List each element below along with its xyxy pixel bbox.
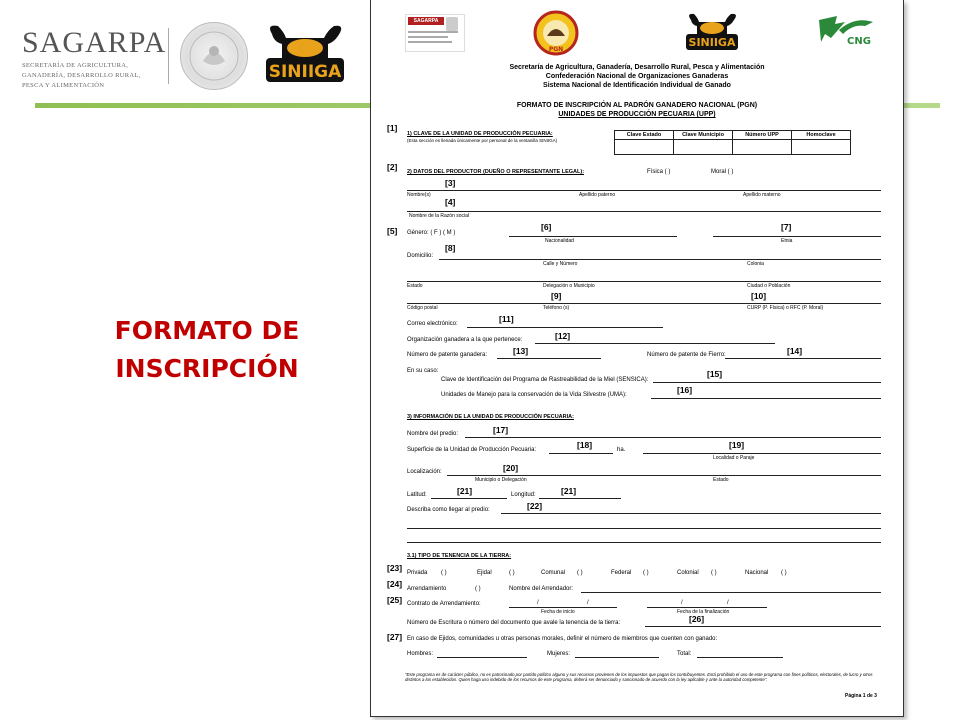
marker-7: [7] <box>781 222 792 232</box>
page-number: Página 1 de 3 <box>845 693 877 699</box>
moral-option[interactable]: Moral ( ) <box>711 169 734 175</box>
cp-line[interactable] <box>407 303 881 304</box>
domicilio-line[interactable] <box>439 259 881 260</box>
fierro-label: Número de patente de Fierro: <box>647 352 726 358</box>
marker-26: [26] <box>689 614 705 624</box>
arrendador-label: Nombre del Arrendador: <box>509 586 574 592</box>
longitud-label: Longitud: <box>511 492 536 498</box>
sensica-line[interactable] <box>653 382 881 383</box>
patente-line[interactable] <box>497 358 601 359</box>
sagarpa-line-2: GANADERÍA, DESARROLLO RURAL, <box>22 72 141 79</box>
en-su-caso-label: En su caso: <box>407 368 439 374</box>
upp-header-municipio: Clave Municipio <box>674 131 733 140</box>
tenencia-nacional-check[interactable]: ( ) <box>781 570 787 576</box>
fecha-fin-line[interactable] <box>647 607 767 608</box>
upp-cell-municipio[interactable] <box>674 140 733 155</box>
marker-15: [15] <box>707 369 723 379</box>
sagarpa-wordmark: SAGARPA <box>22 26 167 59</box>
sagarpa-line-3: PESCA Y ALIMENTACIÓN <box>22 82 105 89</box>
patente-label: Número de patente ganadera: <box>407 352 488 358</box>
nacionalidad-line[interactable] <box>509 236 677 237</box>
marker-27: [27] <box>387 632 403 642</box>
latitud-line[interactable] <box>431 498 507 499</box>
sagarpa-line-1: SECRETARÍA DE AGRICULTURA, <box>22 62 129 69</box>
estado-label: Estado <box>407 283 423 289</box>
form-title: FORMATO DE INSCRIPCIÓN AL PADRÓN GANADERO NACIONAL (PGN) <box>516 102 758 109</box>
org-line-3: Sistema Nacional de Identificación Individual de Ganado <box>543 82 731 89</box>
svg-text:CNG: CNG <box>847 36 871 47</box>
etnia-label: Etnia <box>781 238 793 244</box>
estado2-label: Estado <box>713 477 729 483</box>
doc-siniiga-logo-icon <box>683 12 741 52</box>
marker-8: [8] <box>445 243 456 253</box>
describa-label: Describa como llegar al predio: <box>407 507 490 513</box>
marker-18: [18] <box>577 440 593 450</box>
colonia-label: Colonia <box>747 261 764 267</box>
ha-label: ha. <box>617 447 626 453</box>
tenencia-ejidal-check[interactable]: ( ) <box>509 570 515 576</box>
mujeres-label: Mujeres: <box>547 651 571 657</box>
siniiga-logo-icon <box>262 22 348 88</box>
localizacion-line[interactable] <box>447 475 881 476</box>
upp-header-estado: Clave Estado <box>615 131 674 140</box>
total-label: Total: <box>677 651 692 657</box>
ciudad-label: Ciudad o Población <box>747 283 791 289</box>
marker-24: [24] <box>387 579 403 589</box>
tenencia-colonial: Colonial <box>677 570 699 576</box>
org-line-1: Secretaría de Agricultura, Ganadería, Desarrollo Rural, Pesca y Alimentación <box>509 64 765 71</box>
delegacion-label: Delegación o Municipio <box>543 283 595 289</box>
longitud-line[interactable] <box>539 498 621 499</box>
section-3-1-title: 3.1) TIPO DE TENENCIA DE LA TIERRA: <box>407 553 512 559</box>
etnia-line[interactable] <box>713 236 881 237</box>
logo-divider <box>168 28 169 84</box>
sagarpa-logo <box>22 26 172 90</box>
tenencia-privada-check[interactable]: ( ) <box>441 570 447 576</box>
siniiga-logo-text: SINIIGA <box>268 62 342 82</box>
hombres-line[interactable] <box>437 657 527 658</box>
fierro-line[interactable] <box>725 358 881 359</box>
estado-line[interactable] <box>407 281 881 282</box>
marker-20: [20] <box>503 463 519 473</box>
arrendamiento-check[interactable]: ( ) <box>475 586 481 592</box>
fecha-inicio-slash-1: / <box>537 600 539 606</box>
localidad-line[interactable] <box>643 453 881 454</box>
marker-16: [16] <box>677 385 693 395</box>
sensica-label: Clave de Identificación del Programa de Rastreabilidad de la Miel (SENSICA): <box>441 377 649 383</box>
organizacion-line[interactable] <box>535 343 775 344</box>
organizacion-label: Organización ganadera a la que pertenece: <box>407 337 523 343</box>
mexico-seal-icon <box>180 22 248 90</box>
fecha-fin-slash-1: / <box>681 600 683 606</box>
upp-header-numero: Número UPP <box>733 131 792 140</box>
marker-14: [14] <box>787 346 803 356</box>
fecha-fin-label: Fecha de la finalización <box>677 609 730 615</box>
form-subtitle: UNIDADES DE PRODUCCIÓN PECUARIA (UPP) <box>558 111 716 118</box>
marker-2: [2] <box>387 162 398 172</box>
marker-25: [25] <box>387 595 403 605</box>
cp-label: Código postal <box>407 305 438 311</box>
arrendamiento-label: Arrendamiento <box>407 586 447 592</box>
calle-label: Calle y Número <box>543 261 578 267</box>
correo-line[interactable] <box>467 327 663 328</box>
tenencia-nacional: Nacional <box>745 570 769 576</box>
telefono-label: Teléfono (s) <box>543 305 570 311</box>
marker-11: [11] <box>499 314 514 324</box>
marker-12: [12] <box>555 331 571 341</box>
fecha-inicio-line[interactable] <box>509 607 617 608</box>
pgn-logo-icon <box>533 10 579 56</box>
localidad-label: Localidad o Paraje <box>713 455 755 461</box>
razon-social-line[interactable] <box>407 211 881 212</box>
marker-6: [6] <box>541 222 552 232</box>
uma-label: Unidades de Manejo para la conservación de la Vida Silvestre (UMA): <box>441 392 627 398</box>
uma-line[interactable] <box>651 398 881 399</box>
nombre-line[interactable] <box>407 190 881 191</box>
tenencia-privada: Privada <box>407 570 428 576</box>
tenencia-colonial-check[interactable]: ( ) <box>711 570 717 576</box>
org-line-2: Confederación Nacional de Organizaciones Ganaderas <box>545 73 729 80</box>
municipio-label: Municipio o Delegación <box>475 477 527 483</box>
upp-cell-homoclave[interactable] <box>792 140 851 155</box>
genero-label[interactable]: Género: ( F ) ( M ) <box>407 230 456 236</box>
marker-23: [23] <box>387 563 403 573</box>
marker-4: [4] <box>445 197 456 207</box>
form-document <box>370 0 904 717</box>
marker-21-latitud: [21] <box>457 486 473 496</box>
latitud-label: Latitud: <box>407 492 427 498</box>
arrendador-line[interactable] <box>581 592 881 593</box>
localizacion-label: Localización: <box>407 469 442 475</box>
nacionalidad-label: Nacionalidad <box>545 238 574 244</box>
correo-label: Correo electrónico: <box>407 321 458 327</box>
svg-text:PGN: PGN <box>548 46 564 53</box>
fecha-fin-slash-2: / <box>727 600 729 606</box>
total-line[interactable] <box>697 657 783 658</box>
predio-label: Nombre del predio: <box>407 431 459 437</box>
tenencia-federal-check[interactable]: ( ) <box>643 570 649 576</box>
apellido-paterno-label: Apellido paterno <box>579 192 616 198</box>
upp-header-homoclave: Homoclave <box>792 131 851 140</box>
marker-9: [9] <box>551 291 562 301</box>
section-1-title: 1) CLAVE DE LA UNIDAD DE PRODUCCIÓN PECUARIA: <box>407 131 553 137</box>
marker-13: [13] <box>513 346 529 356</box>
fecha-inicio-slash-2: / <box>587 600 589 606</box>
legal-footer-note: "Este programa es de carácter público, no es patrocinado por partido político alguno y sus recursos provienen de los impuestos que pagan los contribuyentes. Está prohibido el uso de este programa con fines políticos, electorales, de lucro y otros distintos a los establecidos. Quien haga uso indebido de los recursos de este programa, deberá ser denunciado y sancionado de acuerdo con la ley aplicable y ante la autoridad competente". <box>405 672 873 683</box>
escritura-label: Número de Escritura o número del documento que avale la tenencia de la tierra: <box>407 620 621 626</box>
marker-3: [3] <box>445 178 456 188</box>
slide-title: FORMATO DE INSCRIPCIÓN <box>114 316 300 383</box>
hombres-label: Hombres: <box>407 651 434 657</box>
nombre-label: Nombre(s) <box>407 192 431 198</box>
marker-10: [10] <box>751 291 767 301</box>
marker-19: [19] <box>729 440 745 450</box>
describa-line-3[interactable] <box>407 542 881 543</box>
upp-cell-numero[interactable] <box>733 140 792 155</box>
section-2-title: 2) DATOS DEL PRODUCTOR (DUEÑO O REPRESENTANTE LEGAL): <box>407 169 585 175</box>
section-3-title: 3) INFORMACIÓN DE LA UNIDAD DE PRODUCCIÓN PECUARIA: <box>407 414 574 420</box>
fisica-option[interactable]: Física ( ) <box>647 169 671 175</box>
doc-sagarpa-logo: SAGARPA <box>405 14 465 52</box>
tenencia-ejidal: Ejidal <box>477 570 492 576</box>
escritura-line[interactable] <box>645 626 881 627</box>
upp-key-table <box>614 130 851 155</box>
superficie-label: Superficie de la Unidad de Producción Pecuaria: <box>407 447 537 453</box>
section-1-note: (Esta sección es llenada únicamente por personal de la ventanilla SINIIGA) <box>407 138 558 143</box>
domicilio-label: Domicilio: <box>407 253 434 259</box>
marker-5: [5] <box>387 226 398 236</box>
describa-line-1[interactable] <box>501 513 881 514</box>
fecha-inicio-label: Fecha de inicio <box>541 609 575 615</box>
cng-logo-icon <box>815 12 877 52</box>
marker-22: [22] <box>527 501 543 511</box>
contrato-label: Contrato de Arrendamiento: <box>407 601 481 607</box>
marker-21-longitud: [21] <box>561 486 577 496</box>
ejidos-label: En caso de Ejidos, comunidades u otras personas morales, definir el número de miembros que cuenten con ganado: <box>407 636 718 642</box>
svg-text:SINIIGA: SINIIGA <box>688 36 736 49</box>
predio-line[interactable] <box>465 437 881 438</box>
marker-1: [1] <box>387 123 398 133</box>
razon-social-label: Nombre de la Razón social <box>409 213 470 219</box>
curp-label: CURP (P. Física) o RFC (P. Moral) <box>747 305 824 311</box>
tenencia-comunal: Comunal <box>541 570 566 576</box>
marker-17: [17] <box>493 425 509 435</box>
upp-cell-estado[interactable] <box>615 140 674 155</box>
mujeres-line[interactable] <box>575 657 659 658</box>
apellido-materno-label: Apellido materno <box>743 192 781 198</box>
tenencia-comunal-check[interactable]: ( ) <box>577 570 583 576</box>
tenencia-federal: Federal <box>611 570 632 576</box>
superficie-line[interactable] <box>549 453 613 454</box>
describa-line-2[interactable] <box>407 528 881 529</box>
